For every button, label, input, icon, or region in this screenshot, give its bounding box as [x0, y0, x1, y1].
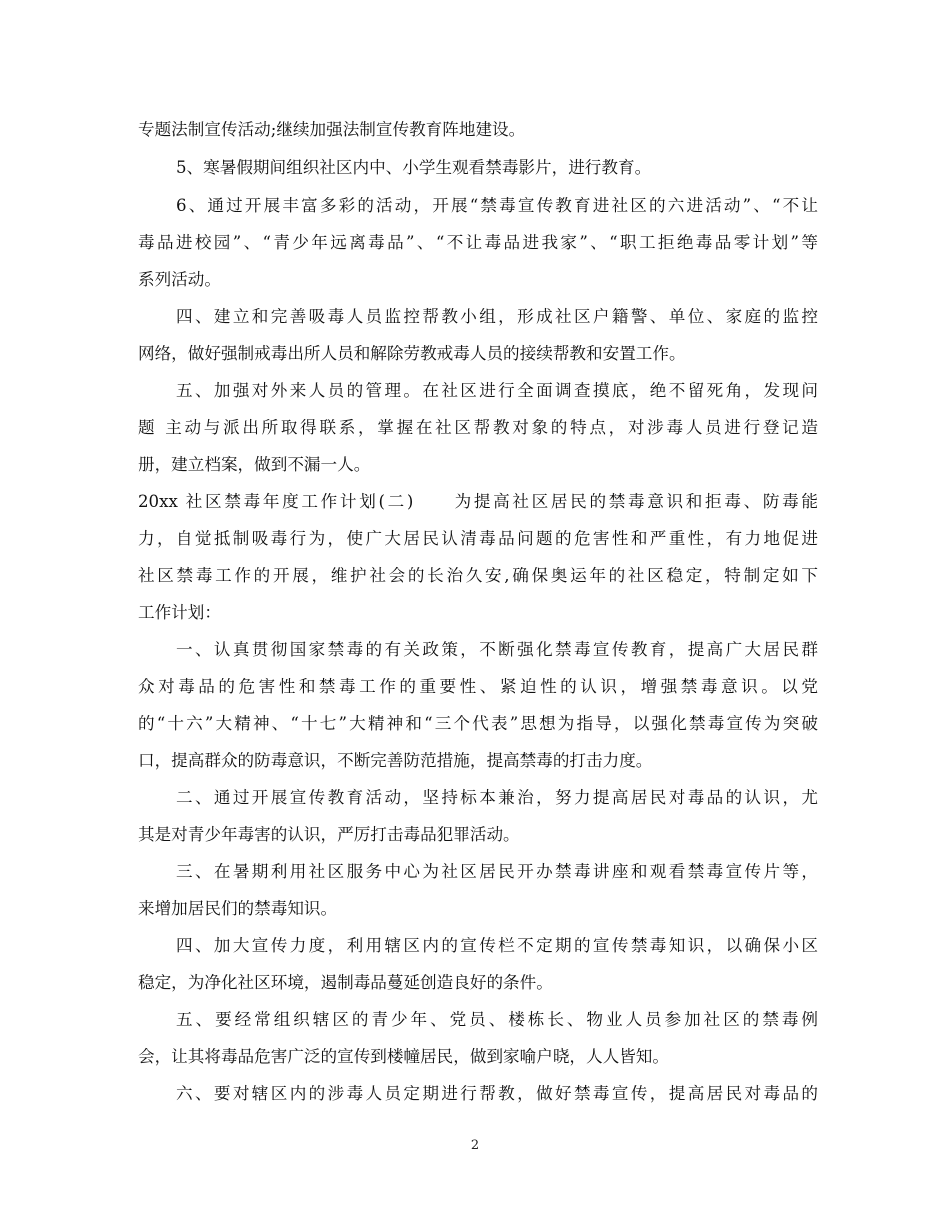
text-line: 系列活动。 [138, 270, 221, 289]
text-line: 二、通过开展宣传教育活动，坚持标本兼治，努力提高居民对毒品的认识，尤 [176, 788, 818, 807]
text-line: 四、加大宣传力度，利用辖区内的宣传栏不定期的宣传禁毒知识，以确保小区 [176, 936, 818, 955]
text-line: 社区禁毒工作的开展，维护社会的长治久安,确保奥运年的社区稳定，特制定如下 [138, 566, 818, 585]
text-line: 6、通过开展丰富多彩的活动，开展“禁毒宣传教育进社区的六进活动”、“不让 [176, 196, 818, 215]
text-line: 力，自觉抵制吸毒行为，使广大居民认清毒品问题的危害性和严重性，有力地促进 [138, 529, 818, 548]
text-line: 三、在暑期利用社区服务中心为社区居民开办禁毒讲座和观看禁毒宣传片等， [176, 862, 818, 881]
page-number: 2 [470, 1138, 480, 1153]
text-line: 工作计划： [138, 603, 221, 622]
text-line: 的“十六”大精神、“十七”大精神和“三个代表”思想为指导，以强化禁毒宣传为突破 [138, 714, 818, 733]
text-line: 众对毒品的危害性和禁毒工作的重要性、紧迫性的认识，增强禁毒意识。以党 [138, 677, 818, 696]
text-line: 五、加强对外来人员的管理。在社区进行全面调查摸底，绝不留死角，发现问 [176, 381, 818, 400]
section-title-line: 20xx 社区禁毒年度工作计划(二) 为提高社区居民的禁毒意识和拒毒、防毒能 [138, 492, 818, 511]
text-line: 题 主动与派出所取得联系，掌握在社区帮教对象的特点，对涉毒人员进行登记造 [138, 418, 818, 437]
text-line: 其是对青少年毒害的认识，严厉打击毒品犯罪活动。 [138, 825, 520, 844]
text-line: 册，建立档案，做到不漏一人。 [138, 455, 371, 474]
text-line: 网络，做好强制戒毒出所人员和解除劳教戒毒人员的接续帮教和安置工作。 [138, 344, 686, 363]
text-line: 一、认真贯彻国家禁毒的有关政策，不断强化禁毒宣传教育，提高广大居民群 [176, 640, 818, 659]
text-line: 5、寒暑假期间组织社区内中、小学生观看禁毒影片，进行教育。 [176, 158, 652, 177]
text-line: 五、要经常组织辖区的青少年、党员、楼栋长、物业人员参加社区的禁毒例 [176, 1010, 818, 1029]
text-line: 会，让其将毒品危害广泛的宣传到楼幢居民，做到家喻户晓，人人皆知。 [138, 1047, 669, 1066]
text-line: 四、建立和完善吸毒人员监控帮教小组，形成社区户籍警、单位、家庭的监控 [176, 307, 818, 326]
text-line: 毒品进校园”、“青少年远离毒品”、“不让毒品进我家”、“职工拒绝毒品零计划”等 [138, 233, 818, 252]
text-line: 来增加居民们的禁毒知识。 [138, 899, 338, 918]
text-line: 口，提高群众的防毒意识，不断完善防范措施，提高禁毒的打击力度。 [138, 751, 653, 770]
text-line: 稳定，为净化社区环境，遏制毒品蔓延创造良好的条件。 [138, 973, 553, 992]
text-line: 专题法制宣传活动;继续加强法制宣传教育阵地建设。 [138, 120, 526, 139]
text-line: 六、要对辖区内的涉毒人员定期进行帮教，做好禁毒宣传，提高居民对毒品的 [176, 1084, 818, 1103]
